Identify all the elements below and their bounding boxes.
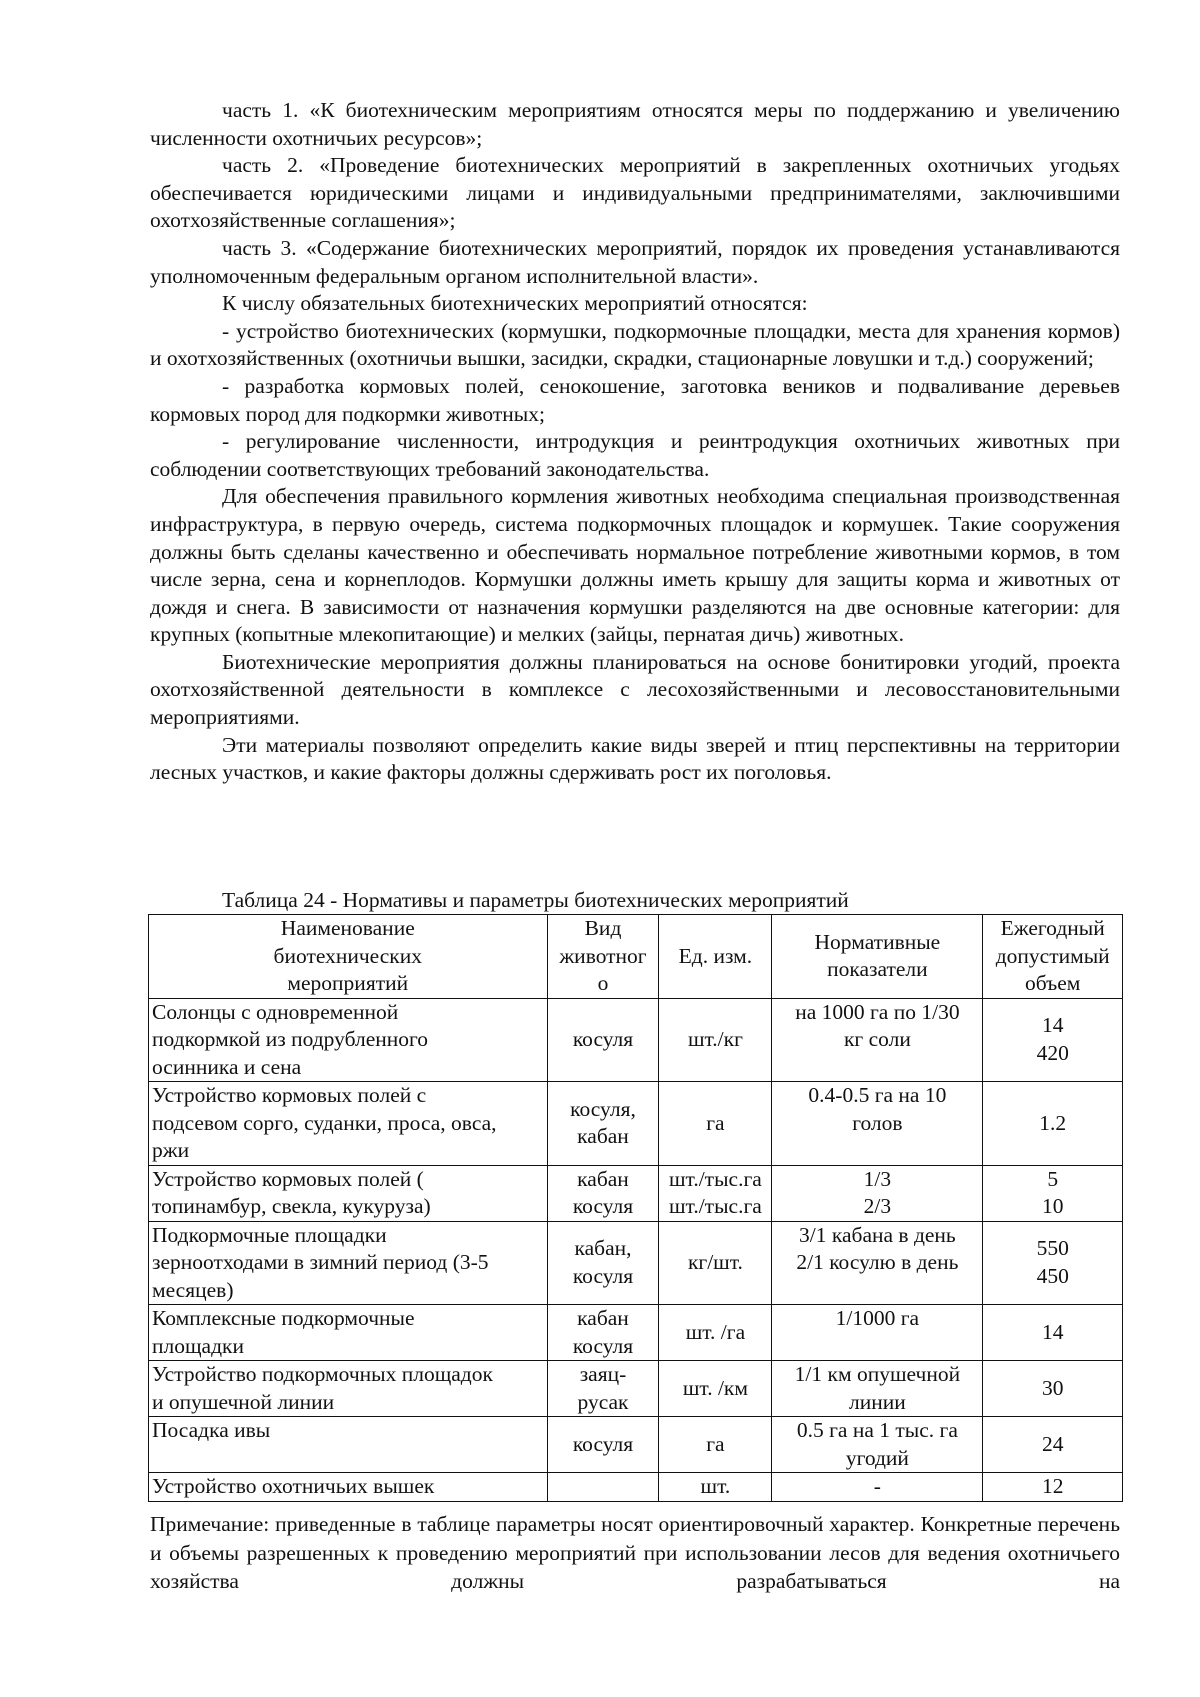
- cell-activity: [149, 1361, 548, 1417]
- cell-line: шт. /га: [685, 1319, 746, 1344]
- cell-unit: [659, 998, 772, 1082]
- cell-activity: [149, 1221, 548, 1305]
- cell-line: Посадка ивы: [152, 1418, 271, 1442]
- cell-line: кг/шт.: [687, 1250, 743, 1274]
- cell-unit: [659, 1473, 772, 1502]
- cell-volume: [983, 1417, 1123, 1473]
- cell-norm: [772, 1417, 983, 1473]
- cell-line: голов: [852, 1110, 903, 1135]
- cell-activity: [149, 1417, 548, 1473]
- cell-line: 0.5 га на 1 тыс. га: [796, 1418, 958, 1442]
- cell-animal: [547, 998, 659, 1082]
- cell-line: 10: [1041, 1194, 1064, 1218]
- cell-line: шт.: [700, 1474, 731, 1498]
- cell-unit: [659, 1082, 772, 1166]
- table-row: [149, 1221, 1123, 1305]
- table-note: Примечание: приведенные в таблице параметры носят ориентировочный характер. Конкретные перечень и объемы разрешенных к проведению мероприятий при использовании лесов для ведения охотничьего хозяйства должны разрабатываться на: [150, 1512, 1120, 1593]
- cell-norm: [772, 998, 983, 1082]
- header-line: Нормативные: [814, 929, 941, 954]
- cell-line: косуля: [572, 1333, 634, 1358]
- cell-line: Комплексные подкормочные: [152, 1306, 415, 1330]
- cell-line: угодий: [845, 1445, 909, 1470]
- cell-line: на 1000 га по 1/30: [795, 999, 960, 1024]
- header-unit: [659, 915, 772, 999]
- cell-line: косуля,: [570, 1096, 636, 1121]
- cell-animal: [547, 1473, 659, 1502]
- cell-activity: [149, 1082, 548, 1166]
- cell-volume: [983, 1305, 1123, 1361]
- cell-unit: [659, 1305, 772, 1361]
- table-row: [149, 1361, 1123, 1417]
- paragraph: часть 1. «К биотехническим мероприятиям относятся меры по поддержанию и увеличению численности охотничьих ресурсов»;: [150, 98, 1120, 150]
- cell-line: 1/1000 га: [835, 1306, 920, 1330]
- cell-line: 0.4-0.5 га на 10: [808, 1083, 947, 1107]
- cell-line: подсевом сорго, суданки, проса, овса,: [152, 1110, 497, 1135]
- paragraph: Для обеспечения правильного кормления животных необходима специальная производственная инфраструктура, в первую очередь, система подкормочных площадок и кормушек. Такие сооружения должны быть сделаны качественно и обеспечивать нормальное потребление животными кормов, в том числе зерна, сена и корнеплодов. Кормушки должны иметь крышу для защиты корма и животных от дождя и снега. В зависимости от назначения кормушки разделяются на две основные категории: для крупных (копытные млекопитающие) и мелких (зайцы, пернатая дичь) животных.: [150, 484, 1120, 647]
- cell-line: 1/1 км опушечной: [794, 1362, 961, 1386]
- header-line: показатели: [827, 957, 928, 982]
- cell-line: 2/1 косулю в день: [796, 1250, 959, 1274]
- cell-animal: [547, 1165, 659, 1221]
- cell-line: заяц-: [579, 1362, 627, 1386]
- cell-line: русак: [577, 1389, 629, 1414]
- cell-volume: [983, 1361, 1123, 1417]
- header-line: Вид: [584, 916, 622, 940]
- cell-line: топинамбур, свекла, кукуруза): [152, 1194, 431, 1218]
- cell-line: 420: [1036, 1040, 1069, 1065]
- cell-norm: [772, 1165, 983, 1221]
- cell-line: 14: [1041, 1319, 1064, 1344]
- cell-line: кабан: [577, 1306, 629, 1330]
- cell-line: и опушечной линии: [152, 1389, 335, 1414]
- cell-line: подкормкой из подрубленного: [152, 1027, 429, 1051]
- cell-activity: [149, 1473, 548, 1502]
- cell-unit: [659, 1165, 772, 1221]
- cell-line: га: [706, 1431, 725, 1456]
- cell-line: га: [706, 1110, 725, 1135]
- header-volume: [983, 915, 1123, 999]
- cell-line: 12: [1041, 1474, 1064, 1498]
- table-row: [149, 1305, 1123, 1361]
- cell-line: зерноотходами в зимний период (3-5: [152, 1250, 489, 1274]
- cell-line: ржи: [152, 1138, 190, 1162]
- cell-line: кг соли: [843, 1027, 911, 1051]
- cell-line: шт./кг: [687, 1027, 743, 1051]
- cell-line: 14: [1041, 1013, 1064, 1038]
- cell-line: 550: [1036, 1236, 1069, 1261]
- cell-norm: [772, 1473, 983, 1502]
- cell-volume: [983, 1221, 1123, 1305]
- header-line: биотехнических: [273, 943, 422, 968]
- cell-unit: [659, 1221, 772, 1305]
- paragraph: Биотехнические мероприятия должны планироваться на основе бонитировки угодий, проекта охотхозяйственной деятельности в комплексе с лесохозяйственными и лесовосстановительными мероприятиями.: [150, 649, 1120, 730]
- header-line: Ед. изм.: [678, 943, 753, 968]
- cell-norm: [772, 1082, 983, 1166]
- cell-unit: [659, 1417, 772, 1473]
- cell-line: площадки: [152, 1333, 244, 1358]
- cell-animal: [547, 1361, 659, 1417]
- cell-volume: [983, 1165, 1123, 1221]
- cell-line: шт./тыс.га: [669, 1166, 762, 1191]
- cell-line: кабан,: [574, 1236, 632, 1261]
- table-row: [149, 1082, 1123, 1166]
- cell-line: Устройство кормовых полей (: [152, 1166, 424, 1191]
- table-body: [149, 998, 1123, 1501]
- cell-line: шт. /км: [682, 1375, 748, 1400]
- cell-line: 3/1 кабана в день: [799, 1222, 956, 1247]
- biotech-norms-table: [148, 914, 1123, 1502]
- cell-activity: [149, 1165, 548, 1221]
- cell-line: Солонцы с одновременной: [152, 999, 399, 1024]
- cell-line: 1/3: [863, 1166, 892, 1191]
- header-line: Наименование: [280, 916, 415, 940]
- table-header-row: [149, 915, 1123, 999]
- cell-line: осинника и сена: [152, 1054, 302, 1079]
- cell-line: 2/3: [863, 1194, 892, 1218]
- table-row: [149, 1165, 1123, 1221]
- header-line: о: [597, 971, 609, 995]
- header-animal: [547, 915, 659, 999]
- cell-line: 5: [1047, 1166, 1059, 1191]
- paragraph: часть 2. «Проведение биотехнических мероприятий в закрепленных охотничьих угодьях обеспечивается юридическими лицами и индивидуальными предпринимателями, заключившими охотхозяйственные соглашения»;: [150, 153, 1120, 233]
- cell-norm: [772, 1305, 983, 1361]
- cell-animal: [547, 1305, 659, 1361]
- paragraph: - разработка кормовых полей, сенокошение, заготовка веников и подваливание деревьев кормовых пород для подкормки животных;: [150, 373, 1120, 426]
- cell-line: Устройство охотничьих вышек: [152, 1474, 435, 1498]
- cell-line: косуля: [572, 1194, 634, 1218]
- paragraph: часть 3. «Содержание биотехнических мероприятий, порядок их проведения устанавливаются уполномоченным федеральным органом исполнительной власти».: [150, 235, 1120, 288]
- cell-norm: [772, 1361, 983, 1417]
- cell-line: косуля: [572, 1263, 634, 1288]
- cell-line: кабан: [577, 1166, 629, 1191]
- cell-norm: [772, 1221, 983, 1305]
- cell-line: Устройство подкормочных площадок: [152, 1362, 493, 1386]
- cell-line: 450: [1036, 1263, 1069, 1288]
- paragraph: К числу обязательных биотехнических мероприятий относятся:: [222, 291, 808, 316]
- cell-line: косуля: [572, 1027, 634, 1051]
- cell-activity: [149, 998, 548, 1082]
- header-line: допустимый: [995, 943, 1110, 968]
- header-norm: [772, 915, 983, 999]
- cell-line: месяцев): [152, 1277, 234, 1302]
- header-line: объем: [1024, 971, 1081, 995]
- cell-volume: [983, 1473, 1123, 1502]
- cell-line: кабан: [577, 1124, 629, 1149]
- paragraph: Эти материалы позволяют определить какие виды зверей и птиц перспективны на территории лесных участков, и какие факторы должны сдерживать рост их поголовья.: [150, 732, 1120, 785]
- paragraph: - регулирование численности, интродукция и реинтродукция охотничьих животных при соблюдении соответствующих требований законодательства.: [150, 429, 1120, 481]
- cell-line: 30: [1041, 1375, 1064, 1400]
- cell-volume: [983, 1082, 1123, 1166]
- cell-line: шт./тыс.га: [669, 1194, 762, 1218]
- cell-volume: [983, 998, 1123, 1082]
- cell-animal: [547, 1221, 659, 1305]
- cell-animal: [547, 1417, 659, 1473]
- header-line: мероприятий: [287, 971, 409, 995]
- cell-unit: [659, 1361, 772, 1417]
- paragraph: - устройство биотехнических (кормушки, подкормочные площадки, места для хранения кормов) и охотхозяйственных (охотничьи вышки, засидки, скрадки, стационарные ловушки и т.д.) сооружений;: [150, 318, 1120, 371]
- cell-line: 24: [1041, 1431, 1064, 1456]
- cell-activity: [149, 1305, 548, 1361]
- cell-line: Устройство кормовых полей с: [152, 1083, 427, 1107]
- body-text: [150, 97, 1120, 787]
- cell-line: Подкормочные площадки: [152, 1222, 387, 1247]
- cell-line: [551, 1473, 656, 1501]
- cell-line: косуля: [572, 1431, 634, 1456]
- cell-animal: [547, 1082, 659, 1166]
- table-caption: Таблица 24 - Нормативы и параметры биотехнических мероприятий: [222, 888, 849, 912]
- cell-line: линии: [849, 1389, 906, 1414]
- table-row: [149, 998, 1123, 1082]
- header-line: животног: [559, 943, 647, 968]
- header-line: Ежегодный: [1000, 916, 1105, 940]
- header-name: [149, 915, 548, 999]
- cell-line: -: [873, 1474, 881, 1498]
- table-row: [149, 1473, 1123, 1502]
- table-row: [149, 1417, 1123, 1473]
- cell-line: 1.2: [1039, 1110, 1067, 1135]
